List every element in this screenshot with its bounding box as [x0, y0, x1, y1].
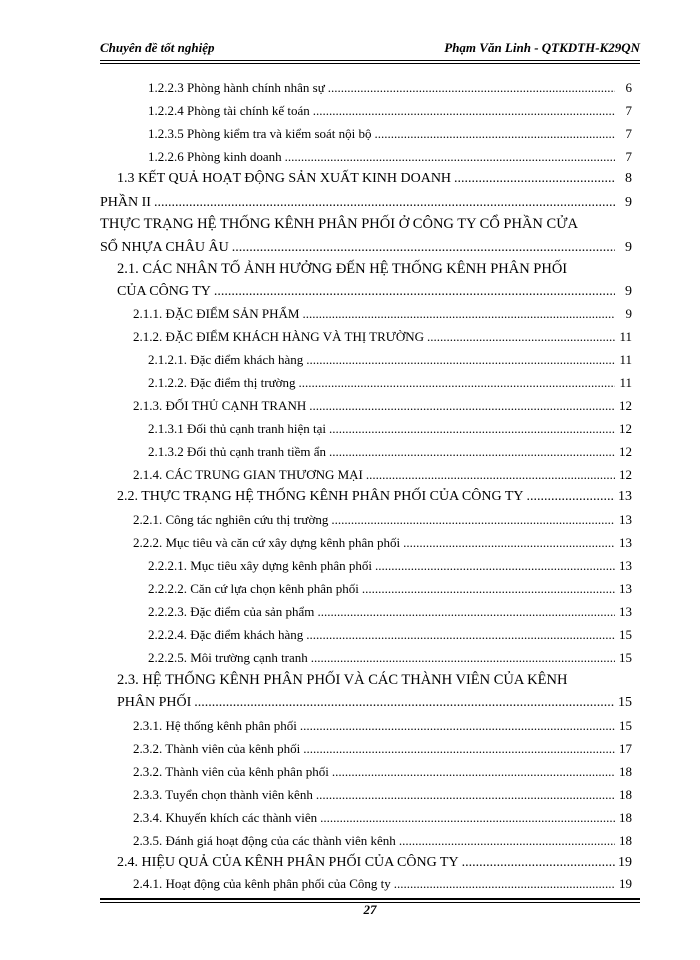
- toc-entry[interactable]: [148, 375, 632, 391]
- toc-leader: [320, 810, 615, 826]
- header-author: Phạm Văn Linh - QTKDTH-K29QN: [444, 40, 640, 55]
- toc-leader: [375, 558, 615, 574]
- toc-entry-title[interactable]: 2.3. HỆ THỐNG KÊNH PHÂN PHỐI VÀ CÁC THÀNH VIÊN CỦA KÊNH: [117, 672, 568, 688]
- toc-entry-title: 2.2.2.5. Môi trường cạnh tranh: [148, 650, 308, 665]
- toc-entry-page: 13: [619, 581, 632, 596]
- toc-entry-page: 7: [625, 126, 632, 141]
- toc-entry-page: 18: [619, 787, 632, 802]
- toc-entry-title: 2.1.1. ĐẶC ĐIỂM SẢN PHẨM: [133, 306, 300, 321]
- toc-entry-title: 2.2.2.1. Mục tiêu xây dựng kênh phân phối: [148, 558, 373, 573]
- toc-entry[interactable]: [133, 512, 632, 528]
- toc-entry[interactable]: [148, 126, 632, 142]
- toc-entry-page: 15: [618, 695, 632, 710]
- toc-entry-title: 2.3.4. Khuyến khích các thành viên: [133, 810, 318, 825]
- toc-entry[interactable]: [100, 240, 632, 256]
- toc-entry-title: 1.2.2.6 Phòng kinh doanh: [148, 149, 282, 164]
- toc-entry[interactable]: [148, 604, 632, 620]
- toc-entry[interactable]: [117, 489, 632, 505]
- toc-entry-page: 18: [619, 810, 632, 825]
- toc-entry[interactable]: [133, 741, 632, 757]
- toc-entry-title: 2.1.2.2. Đặc điểm thị trường: [148, 375, 296, 390]
- toc-leader: [329, 444, 615, 460]
- toc-entry[interactable]: [148, 80, 632, 96]
- toc-entry[interactable]: [133, 810, 632, 826]
- toc-entry-page: 12: [619, 467, 632, 482]
- toc-leader: [527, 489, 615, 505]
- toc-entry-page: 6: [625, 80, 632, 95]
- toc-entry-page: 17: [619, 741, 632, 756]
- toc-entry-title: 2.3.2. Thành viên của kênh phân phối: [133, 764, 329, 779]
- toc-leader: [313, 103, 615, 119]
- toc-entry-title[interactable]: THỰC TRẠNG HỆ THỐNG KÊNH PHÂN PHỐI Ở CÔNG TY CỔ PHẦN CỬA: [100, 216, 578, 232]
- toc-entry[interactable]: [148, 444, 632, 460]
- toc-leader: [285, 149, 615, 165]
- toc-leader: [399, 833, 615, 849]
- toc-leader: [309, 398, 615, 414]
- toc-entry[interactable]: [117, 171, 632, 187]
- toc-entry-title: 2.2.2. Mục tiêu và căn cứ xây dựng kênh phân phối: [133, 535, 401, 550]
- toc-entry-page: 13: [619, 512, 632, 527]
- toc-leader: [362, 581, 615, 597]
- toc-leader: [303, 306, 616, 322]
- toc-entry-title: 2.2.2.3. Đặc điểm của sản phẩm: [148, 604, 315, 619]
- toc-leader: [375, 126, 615, 142]
- toc-entry-page: 13: [618, 489, 632, 504]
- toc-entry-page: 12: [619, 398, 632, 413]
- toc-leader: [454, 171, 615, 187]
- toc-entry-title: PHẦN II: [100, 195, 151, 210]
- page-number: 27: [363, 902, 377, 917]
- toc-entry-page: 9: [625, 306, 632, 321]
- toc-entry-page: 15: [619, 650, 632, 665]
- toc-entry-title: 1.2.2.4 Phòng tài chính kế toán: [148, 103, 310, 118]
- toc-entry[interactable]: [148, 581, 632, 597]
- toc-entry-page: 7: [625, 149, 632, 164]
- toc-entry-page: 19: [618, 855, 632, 870]
- toc-entry[interactable]: [117, 284, 632, 300]
- toc-leader: [328, 80, 615, 96]
- toc-entry[interactable]: [117, 695, 632, 711]
- toc-leader: [366, 467, 615, 483]
- toc-leader: [194, 695, 615, 711]
- toc-entry[interactable]: [148, 103, 632, 119]
- toc-entry[interactable]: [133, 833, 632, 849]
- toc-entry[interactable]: [133, 398, 632, 414]
- toc-entry-title: 2.3.2. Thành viên của kênh phối: [133, 741, 301, 756]
- toc-leader: [427, 329, 615, 345]
- toc-entry[interactable]: [133, 306, 632, 322]
- toc-leader: [306, 627, 615, 643]
- toc-entry-page: 9: [625, 240, 632, 255]
- toc-entry-title: 2.3.3. Tuyển chọn thành viên kênh: [133, 787, 313, 802]
- toc-entry-title: 2.1.4. CÁC TRUNG GIAN THƯƠNG MẠI: [133, 467, 363, 482]
- toc-entry[interactable]: [133, 718, 632, 734]
- toc-entry-title: 2.4. HIỆU QUẢ CỦA KÊNH PHÂN PHỐI CỦA CÔNG TY: [117, 855, 459, 870]
- toc-entry-page: 13: [619, 558, 632, 573]
- toc-entry-page: 18: [619, 833, 632, 848]
- toc-entry-title: 2.1.3.1 Đối thủ cạnh tranh hiện tại: [148, 421, 326, 436]
- toc-entry-title: 2.1.2.1. Đặc điểm khách hàng: [148, 352, 304, 367]
- toc-entry[interactable]: [133, 535, 632, 551]
- toc-entry[interactable]: [148, 149, 632, 165]
- toc-leader: [403, 535, 615, 551]
- toc-entry-page: 8: [625, 171, 632, 186]
- toc-entry-title: 2.1.2. ĐẶC ĐIỂM KHÁCH HÀNG VÀ THỊ TRƯỜNG: [133, 329, 425, 344]
- toc-leader: [311, 650, 615, 666]
- toc-entry-title: 1.2.2.3 Phòng hành chính nhân sự: [148, 80, 325, 95]
- toc-entry[interactable]: [133, 787, 632, 803]
- toc-leader: [300, 718, 615, 734]
- toc-leader: [317, 604, 615, 620]
- toc-entry-title: 2.3.5. Đánh giá hoạt động của các thành viên kênh: [133, 833, 396, 848]
- toc-entry-title: 2.4.1. Hoạt động của kênh phân phối của Công ty: [133, 876, 391, 891]
- toc-entry-page: 12: [619, 444, 632, 459]
- toc-entry-page: 11: [619, 329, 632, 344]
- toc-entry-title: 2.2.1. Công tác nghiên cứu thị trường: [133, 512, 329, 527]
- toc-entry[interactable]: [148, 421, 632, 437]
- toc-leader: [316, 787, 615, 803]
- toc-entry-page: 18: [619, 764, 632, 779]
- toc-entry-page: 9: [625, 195, 632, 210]
- toc-leader: [329, 421, 615, 437]
- toc-entry-title[interactable]: 2.1. CÁC NHÂN TỐ ẢNH HƯỞNG ĐẾN HỆ THỐNG KÊNH PHÂN PHỐI: [117, 261, 568, 277]
- toc-leader: [332, 764, 615, 780]
- toc-entry[interactable]: [148, 627, 632, 643]
- toc-entry[interactable]: [133, 329, 632, 345]
- toc-entry[interactable]: [148, 352, 632, 368]
- toc-entry-page: 9: [625, 284, 632, 299]
- toc-entry-page: 11: [619, 352, 632, 367]
- toc-entry-title: 2.2.2.2. Căn cứ lựa chọn kênh phân phối: [148, 581, 359, 596]
- toc-entry[interactable]: [133, 467, 632, 483]
- toc-entry-page: 12: [619, 421, 632, 436]
- toc-entry-title: 1.2.3.5 Phòng kiểm tra và kiểm soát nội bộ: [148, 126, 372, 141]
- footer-rule: [100, 898, 640, 900]
- toc-leader: [394, 876, 615, 892]
- toc-entry[interactable]: [133, 764, 632, 780]
- toc-entry-title: 2.3.1. Hệ thống kênh phân phối: [133, 718, 297, 733]
- toc-entry[interactable]: [148, 558, 632, 574]
- toc-entry-title: CỦA CÔNG TY: [117, 284, 211, 299]
- toc-leader: [331, 512, 615, 528]
- toc-entry-page: 7: [625, 103, 632, 118]
- toc-entry-page: 13: [619, 604, 632, 619]
- toc-entry-title: 2.1.3. ĐỐI THỦ CẠNH TRANH: [133, 398, 307, 413]
- toc-entry-page: 15: [619, 627, 632, 642]
- toc-entry-title: 2.2.2.4. Đặc điểm khách hàng: [148, 627, 304, 642]
- toc-leader: [303, 741, 615, 757]
- toc-leader: [299, 375, 615, 391]
- toc-entry[interactable]: [133, 876, 632, 892]
- toc-leader: [306, 352, 615, 368]
- toc-leader: [462, 855, 615, 871]
- toc-entry-page: 19: [619, 876, 632, 891]
- toc-leader: [214, 284, 615, 300]
- toc-entry-title: 2.1.3.2 Đối thủ cạnh tranh tiềm ẩn: [148, 444, 326, 459]
- toc-entry[interactable]: [117, 855, 632, 871]
- toc-entry[interactable]: [100, 195, 632, 211]
- toc-entry-page: 13: [619, 535, 632, 550]
- toc-entry-page: 11: [619, 375, 632, 390]
- toc-entry-title: 1.3 KẾT QUẢ HOẠT ĐỘNG SẢN XUẤT KINH DOANH: [117, 171, 452, 186]
- toc-entry[interactable]: [148, 650, 632, 666]
- toc-entry-title: SỔ NHỰA CHÂU ÂU: [100, 240, 229, 255]
- toc-entry-page: 15: [619, 718, 632, 733]
- toc-entry-title: PHÂN PHỐI: [117, 695, 192, 710]
- toc-leader: [232, 240, 615, 256]
- toc-leader: [154, 195, 615, 211]
- header-course-title: Chuyên đề tốt nghiệp: [100, 40, 215, 55]
- toc-entry-title: 2.2. THỰC TRẠNG HỆ THỐNG KÊNH PHÂN PHỐI CỦA CÔNG TY: [117, 489, 524, 504]
